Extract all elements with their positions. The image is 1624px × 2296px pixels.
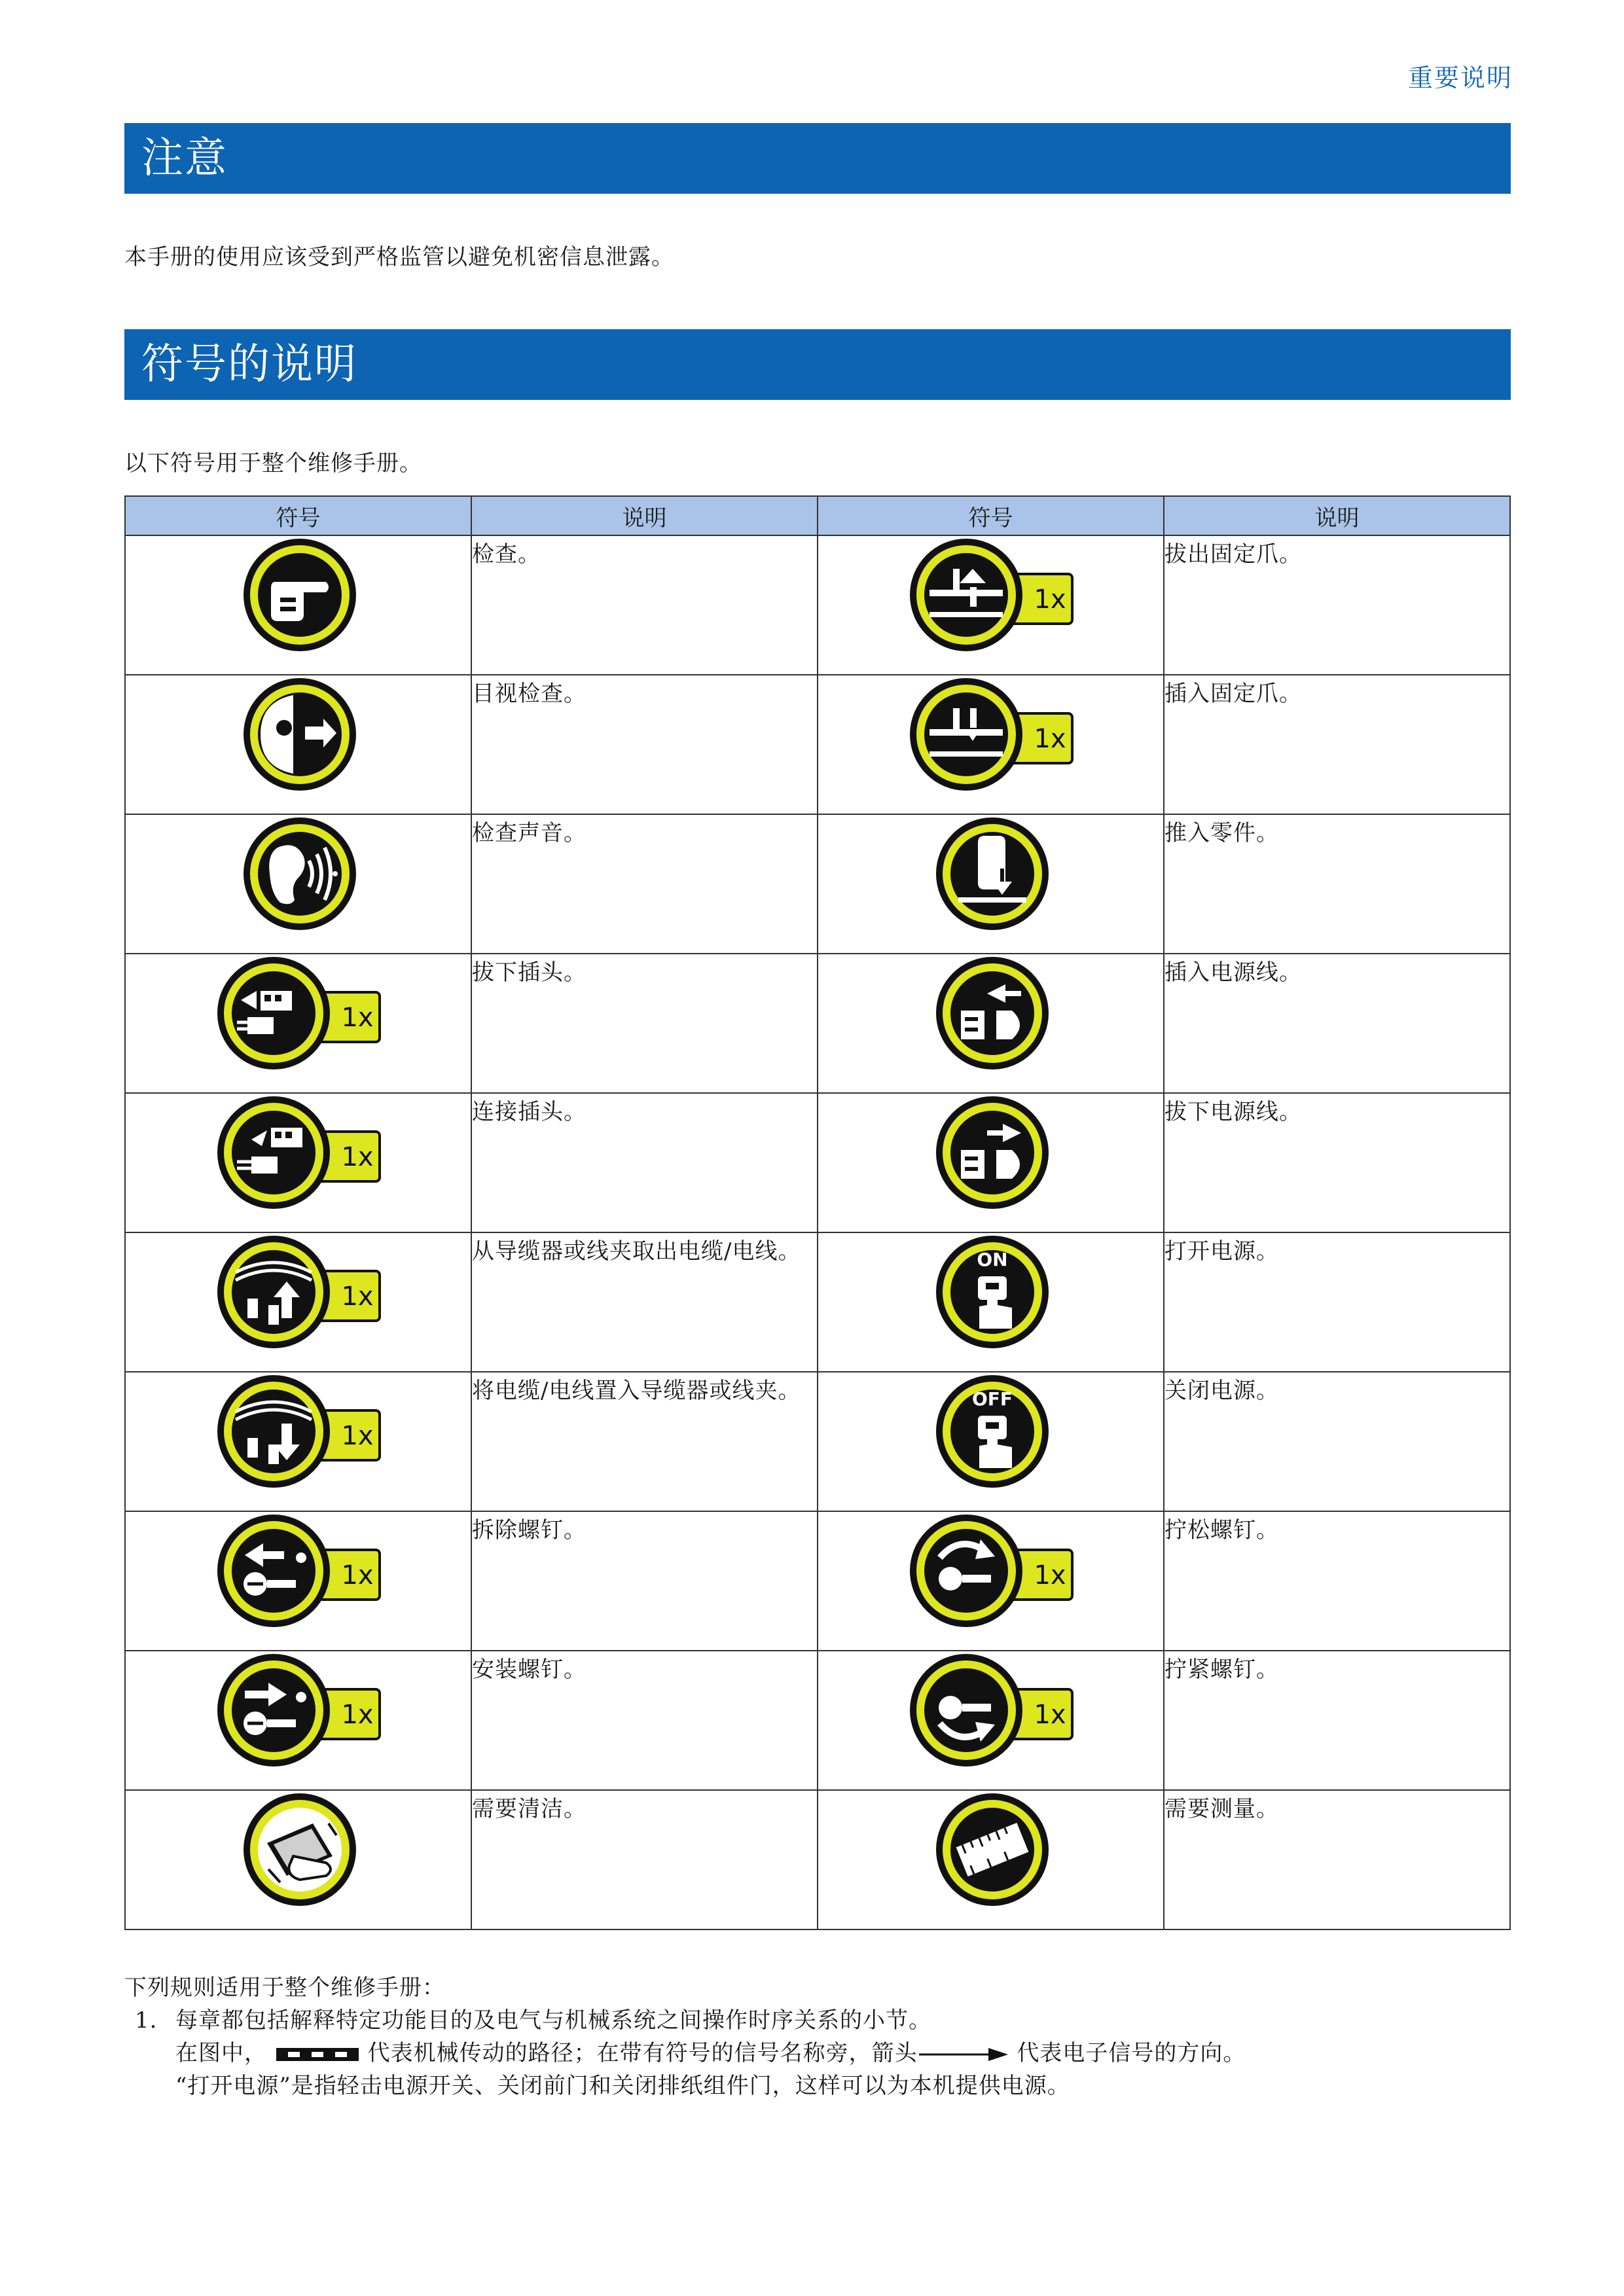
notice-title: 注意	[124, 123, 1511, 194]
claw-remove-icon	[906, 536, 1076, 654]
symbol-cell	[818, 1790, 1164, 1929]
symbol-cell	[818, 954, 1164, 1093]
quantity-badge: 1x	[340, 1003, 374, 1033]
symbol-cell	[125, 1651, 471, 1790]
column-header-description: 说明	[471, 496, 818, 535]
rules-section	[124, 1971, 1246, 2102]
description-cell: 检查声音。	[471, 814, 818, 954]
unplug-power-cord-icon	[932, 1094, 1050, 1211]
symbol-cell	[818, 675, 1164, 814]
push-part-icon	[932, 815, 1050, 933]
description-cell: 拧松螺钉。	[1164, 1511, 1510, 1651]
connect-connector-icon	[213, 1094, 384, 1211]
symbol-cell	[125, 814, 471, 954]
symbol-table	[124, 495, 1511, 1930]
description-cell: 目视检查。	[471, 675, 818, 814]
notice-text: 本手册的使用应该受到严格监管以避免机密信息泄露。	[124, 244, 674, 270]
description-cell: 拔出固定爪。	[1164, 535, 1510, 675]
rules-item-number: 1.	[135, 2007, 158, 2034]
description-cell: 将电缆/电线置入导缆器或线夹。	[471, 1372, 818, 1511]
rules-intro: 下列规则适用于整个维修手册：	[124, 1975, 445, 2001]
table-row	[125, 1093, 1510, 1232]
table-row	[125, 1790, 1510, 1929]
loosen-screw-icon	[906, 1512, 1076, 1630]
table-row	[125, 675, 1510, 814]
pointing-hand-icon	[240, 536, 357, 654]
symbol-cell	[125, 1372, 471, 1511]
table-row	[125, 814, 1510, 954]
rules-item-line-3: “打开电源”是指轻击电源开关、关闭前门和关闭排纸组件门，这样可以为本机提供电源。	[175, 2073, 1070, 2099]
description-cell: 插入电源线。	[1164, 954, 1510, 1093]
symbol-cell	[125, 954, 471, 1093]
symbol-cell	[125, 535, 471, 675]
description-cell: 检查。	[471, 535, 818, 675]
plug-in-power-cord-icon	[932, 954, 1050, 1072]
description-cell: 拆除螺钉。	[471, 1511, 818, 1651]
symbol-cell	[818, 814, 1164, 954]
quantity-badge: 1x	[1033, 1560, 1066, 1590]
column-header-description: 说明	[1164, 496, 1510, 535]
description-cell: 从导缆器或线夹取出电缆/电线。	[471, 1232, 818, 1372]
rules-item-1	[124, 2004, 1246, 2037]
quantity-badge: 1x	[340, 1282, 374, 1312]
power-label: OFF	[971, 1388, 1013, 1410]
symbol-cell	[125, 1511, 471, 1651]
table-header-row	[125, 496, 1510, 535]
disconnect-connector-icon	[213, 954, 384, 1072]
measurement-icon	[932, 1791, 1050, 1909]
route-harness-icon	[213, 1372, 384, 1490]
table-row	[125, 1232, 1510, 1372]
rules-line2-suffix: 代表电子信号的方向。	[1017, 2040, 1246, 2066]
rules-item-line-1: 每章都包括解释特定功能目的及电气与机械系统之间操作时序关系的小节。	[175, 2007, 931, 2034]
description-cell: 需要测量。	[1164, 1790, 1510, 1929]
quantity-badge: 1x	[1033, 1700, 1066, 1730]
quantity-badge: 1x	[1033, 724, 1066, 754]
remove-harness-icon	[213, 1233, 384, 1351]
description-cell: 拔下插头。	[471, 954, 818, 1093]
column-header-symbol: 符号	[818, 496, 1164, 535]
rules-item-line-2	[124, 2037, 1246, 2070]
visual-check-eye-icon	[240, 675, 357, 793]
symbol-cell	[818, 1372, 1164, 1511]
power-label: ON	[976, 1249, 1008, 1270]
rules-line2-middle: 代表机械传动的路径；在带有符号的信号名称旁，箭头	[367, 2040, 918, 2066]
symbol-cell	[818, 1511, 1164, 1651]
description-cell: 插入固定爪。	[1164, 675, 1510, 814]
symbols-title: 符号的说明	[124, 329, 1511, 400]
description-cell: 安装螺钉。	[471, 1651, 818, 1790]
rules-line2-prefix: 在图中，	[175, 2040, 267, 2066]
claw-insert-icon	[906, 675, 1076, 793]
description-cell: 推入零件。	[1164, 814, 1510, 954]
description-cell: 需要清洁。	[471, 1790, 818, 1929]
column-header-symbol: 符号	[125, 496, 471, 535]
description-cell: 拧紧螺钉。	[1164, 1651, 1510, 1790]
symbol-cell	[125, 675, 471, 814]
symbol-cell	[125, 1232, 471, 1372]
description-cell: 拔下电源线。	[1164, 1093, 1510, 1232]
table-row	[125, 1651, 1510, 1790]
description-cell: 连接插头。	[471, 1093, 818, 1232]
symbol-cell	[818, 1093, 1164, 1232]
power-on-icon	[932, 1233, 1050, 1351]
power-off-icon	[932, 1372, 1050, 1490]
section-header: 重要说明	[1407, 63, 1513, 92]
description-cell: 打开电源。	[1164, 1232, 1510, 1372]
remove-screw-icon	[213, 1512, 384, 1630]
ear-sound-icon	[240, 815, 357, 933]
table-row	[125, 1372, 1510, 1511]
cleaning-icon	[240, 1791, 357, 1909]
quantity-badge: 1x	[1033, 584, 1066, 615]
quantity-badge: 1x	[340, 1700, 374, 1730]
table-row	[125, 1511, 1510, 1651]
symbols-intro: 以下符号用于整个维修手册。	[124, 450, 422, 476]
symbol-cell	[818, 535, 1164, 675]
table-row	[125, 535, 1510, 675]
install-screw-icon	[213, 1651, 384, 1769]
symbol-cell	[125, 1790, 471, 1929]
quantity-badge: 1x	[340, 1421, 374, 1451]
signal-arrow-icon	[918, 2046, 1009, 2063]
quantity-badge: 1x	[340, 1142, 374, 1172]
description-cell: 关闭电源。	[1164, 1372, 1510, 1511]
tighten-screw-icon	[906, 1651, 1076, 1769]
mechanical-path-icon	[275, 2046, 360, 2063]
symbol-cell	[125, 1093, 471, 1232]
table-row	[125, 954, 1510, 1093]
symbol-cell	[818, 1651, 1164, 1790]
quantity-badge: 1x	[340, 1560, 374, 1590]
symbol-cell	[818, 1232, 1164, 1372]
